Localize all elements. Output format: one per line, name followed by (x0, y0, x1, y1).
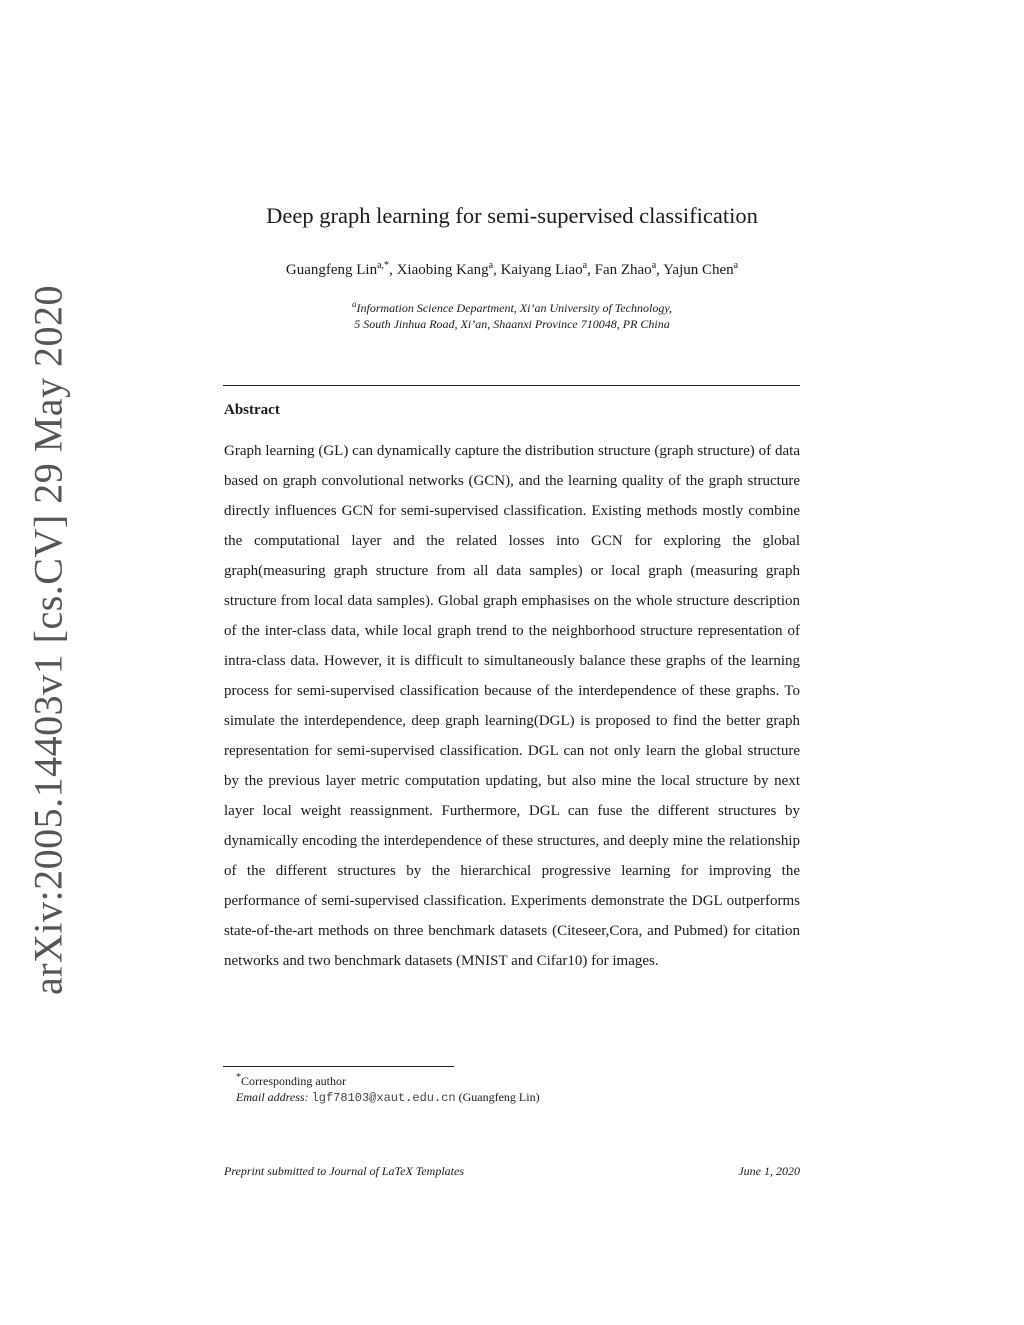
author-name: Guangfeng Lin (285, 262, 378, 278)
author-affiliation-mark: a (582, 260, 588, 271)
author-name: Xiaobing Kang (396, 262, 489, 278)
affiliation-line-1: $^a$Information Science Department, Xi’an University of Technology, (352, 299, 672, 315)
email-note (236, 1089, 540, 1106)
email-address-link[interactable]: lgf78103@xaut.edu.cn (311, 1091, 456, 1105)
author-affiliation-mark: a,* (377, 260, 390, 271)
email-owner: (Guangfeng Lin) (458, 1090, 540, 1104)
author-name: Yajun Chen (663, 262, 734, 278)
author-affiliation-mark: a (733, 260, 739, 271)
footnote (236, 1070, 540, 1106)
paper-title: Deep graph learning for semi-supervised classification (266, 203, 758, 228)
email-label: Email address: (236, 1090, 309, 1104)
arxiv-identifier-stamp: arXiv:2005.14403v1 [cs.CV] 29 May 2020 (25, 284, 71, 996)
affiliation-line-2: 5 South Jinhua Road, Xi’an, Shaanxi Province 710048, PR China (354, 317, 670, 331)
date-footer: June 1, 2020 (738, 1164, 800, 1178)
author-list: Guangfeng Lin$^{a,*}$, Xiaobing Kang$^a$, Kaiyang Liao$^a$, Fan Zhao$^a$, Yajun Chen$^a$ (285, 260, 739, 278)
author-affiliation-mark: a (651, 260, 657, 271)
affiliation-mark: a (352, 299, 357, 309)
preprint-footer: Preprint submitted to Journal of LaTeX Templates (224, 1164, 465, 1178)
author-name: Fan Zhao (594, 262, 652, 278)
abstract-body: Graph learning (GL) can dynamically capture the distribution structure (graph structure) of data based on graph convolutional networks (GCN), and the learning quality of the graph structure directly influences GCN for semi-supervised classification. Existing methods mostly combine the computational layer and the related losses into GCN for exploring the global graph(measuring graph structure from all data samples) or local graph (measuring graph structure from local data samples). Global graph emphasises on the whole structure description of the inter-class data, while local graph trend to the neighborhood structure representation of intra-class data. However, it is difficult to simultaneously balance these graphs of the learning process for semi-supervised classification because of the interdependence of these graphs. To simulate the interdependence, deep graph learning(DGL) is proposed to find the better graph representation for semi-supervised classification. DGL can not only learn the global structure by the previous layer metric computation updating, but also mine the local structure by next layer local weight reassignment. Furthermore, DGL can fuse the different structures by dynamically encoding the interdependence of these structures, and deeply mine the relationship of the different structures by the hierarchical progressive learning for improving the performance of semi-supervised classification. Experiments demonstrate the DGL outperforms state-of-the-art methods on three benchmark datasets (Citeseer,Cora, and Pubmed) for citation networks and two benchmark datasets (MNIST and Cifar10) for images. (224, 443, 800, 969)
author-affiliation-mark: a (488, 260, 494, 271)
footnote-divider (223, 1066, 454, 1067)
header-divider (223, 385, 800, 386)
abstract-heading: Abstract (224, 402, 280, 418)
footnote-marker: * (236, 1072, 241, 1083)
affiliation (0, 296, 1024, 332)
corresponding-author-note: *Corresponding author (236, 1072, 346, 1088)
author-name: Kaiyang Liao (500, 262, 583, 278)
